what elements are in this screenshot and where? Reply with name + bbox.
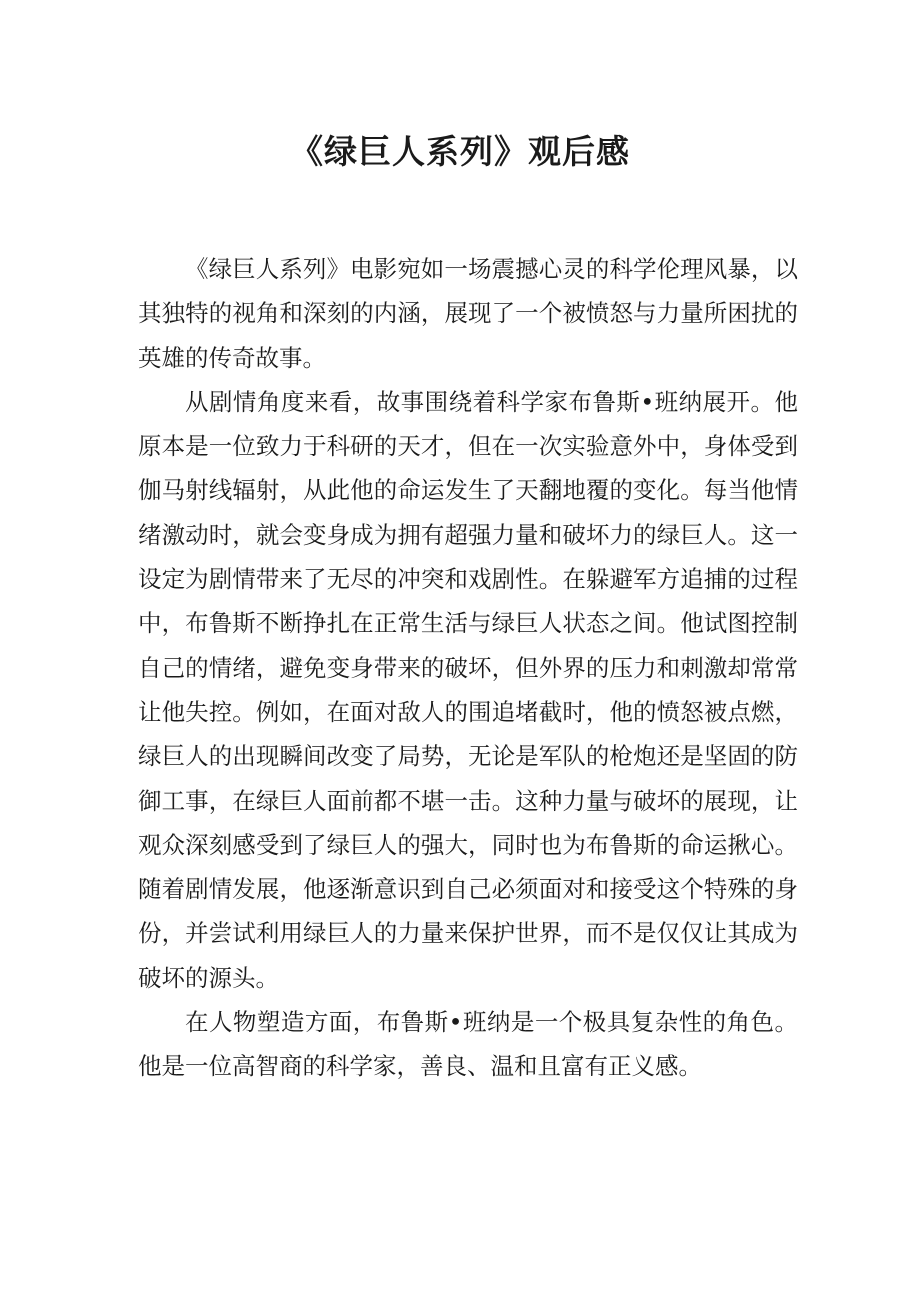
paragraph-character: 在人物塑造方面，布鲁斯•班纳是一个极具复杂性的角色。他是一位高智商的科学家，善良、温和且富有正义感。 bbox=[138, 1008, 798, 1081]
document-title: 《绿巨人系列》观后感 bbox=[290, 132, 630, 171]
paragraph-plot: 从剧情角度来看，故事围绕着科学家布鲁斯•班纳展开。他原本是一位致力于科研的天才，但在一次实验意外中，身体受到伽马射线辐射，从此他的命运发生了天翻地覆的变化。每当他情绪激动时，就会变身成为拥有超强力量和破坏力的绿巨人。这一设定为剧情带来了无尽的冲突和戏剧性。在躲避军方追捕的过程中，布鲁斯不断挣扎在正常生活与绿巨人状态之间。他试图控制自己的情绪，避免变身带来的破坏，但外界的压力和刺激却常常让他失控。例如，在面对敌人的围追堵截时，他的愤怒被点燃，绿巨人的出现瞬间改变了局势，无论是军队的枪炮还是坚固的防御工事，在绿巨人面前都不堪一击。这种力量与破坏的展现，让观众深刻感受到了绿巨人的强大，同时也为布鲁斯的命运揪心。随着剧情发展，他逐渐意识到自己必须面对和接受这个特殊的身份，并尝试利用绿巨人的力量来保护世界，而不是仅仅让其成为破坏的源头。 bbox=[138, 387, 798, 992]
document-body bbox=[138, 247, 798, 1089]
paragraph-intro: 《绿巨人系列》电影宛如一场震撼心灵的科学伦理风暴，以其独特的视角和深刻的内涵，展现了一个被愤怒与力量所困扰的英雄的传奇故事。 bbox=[138, 255, 798, 372]
